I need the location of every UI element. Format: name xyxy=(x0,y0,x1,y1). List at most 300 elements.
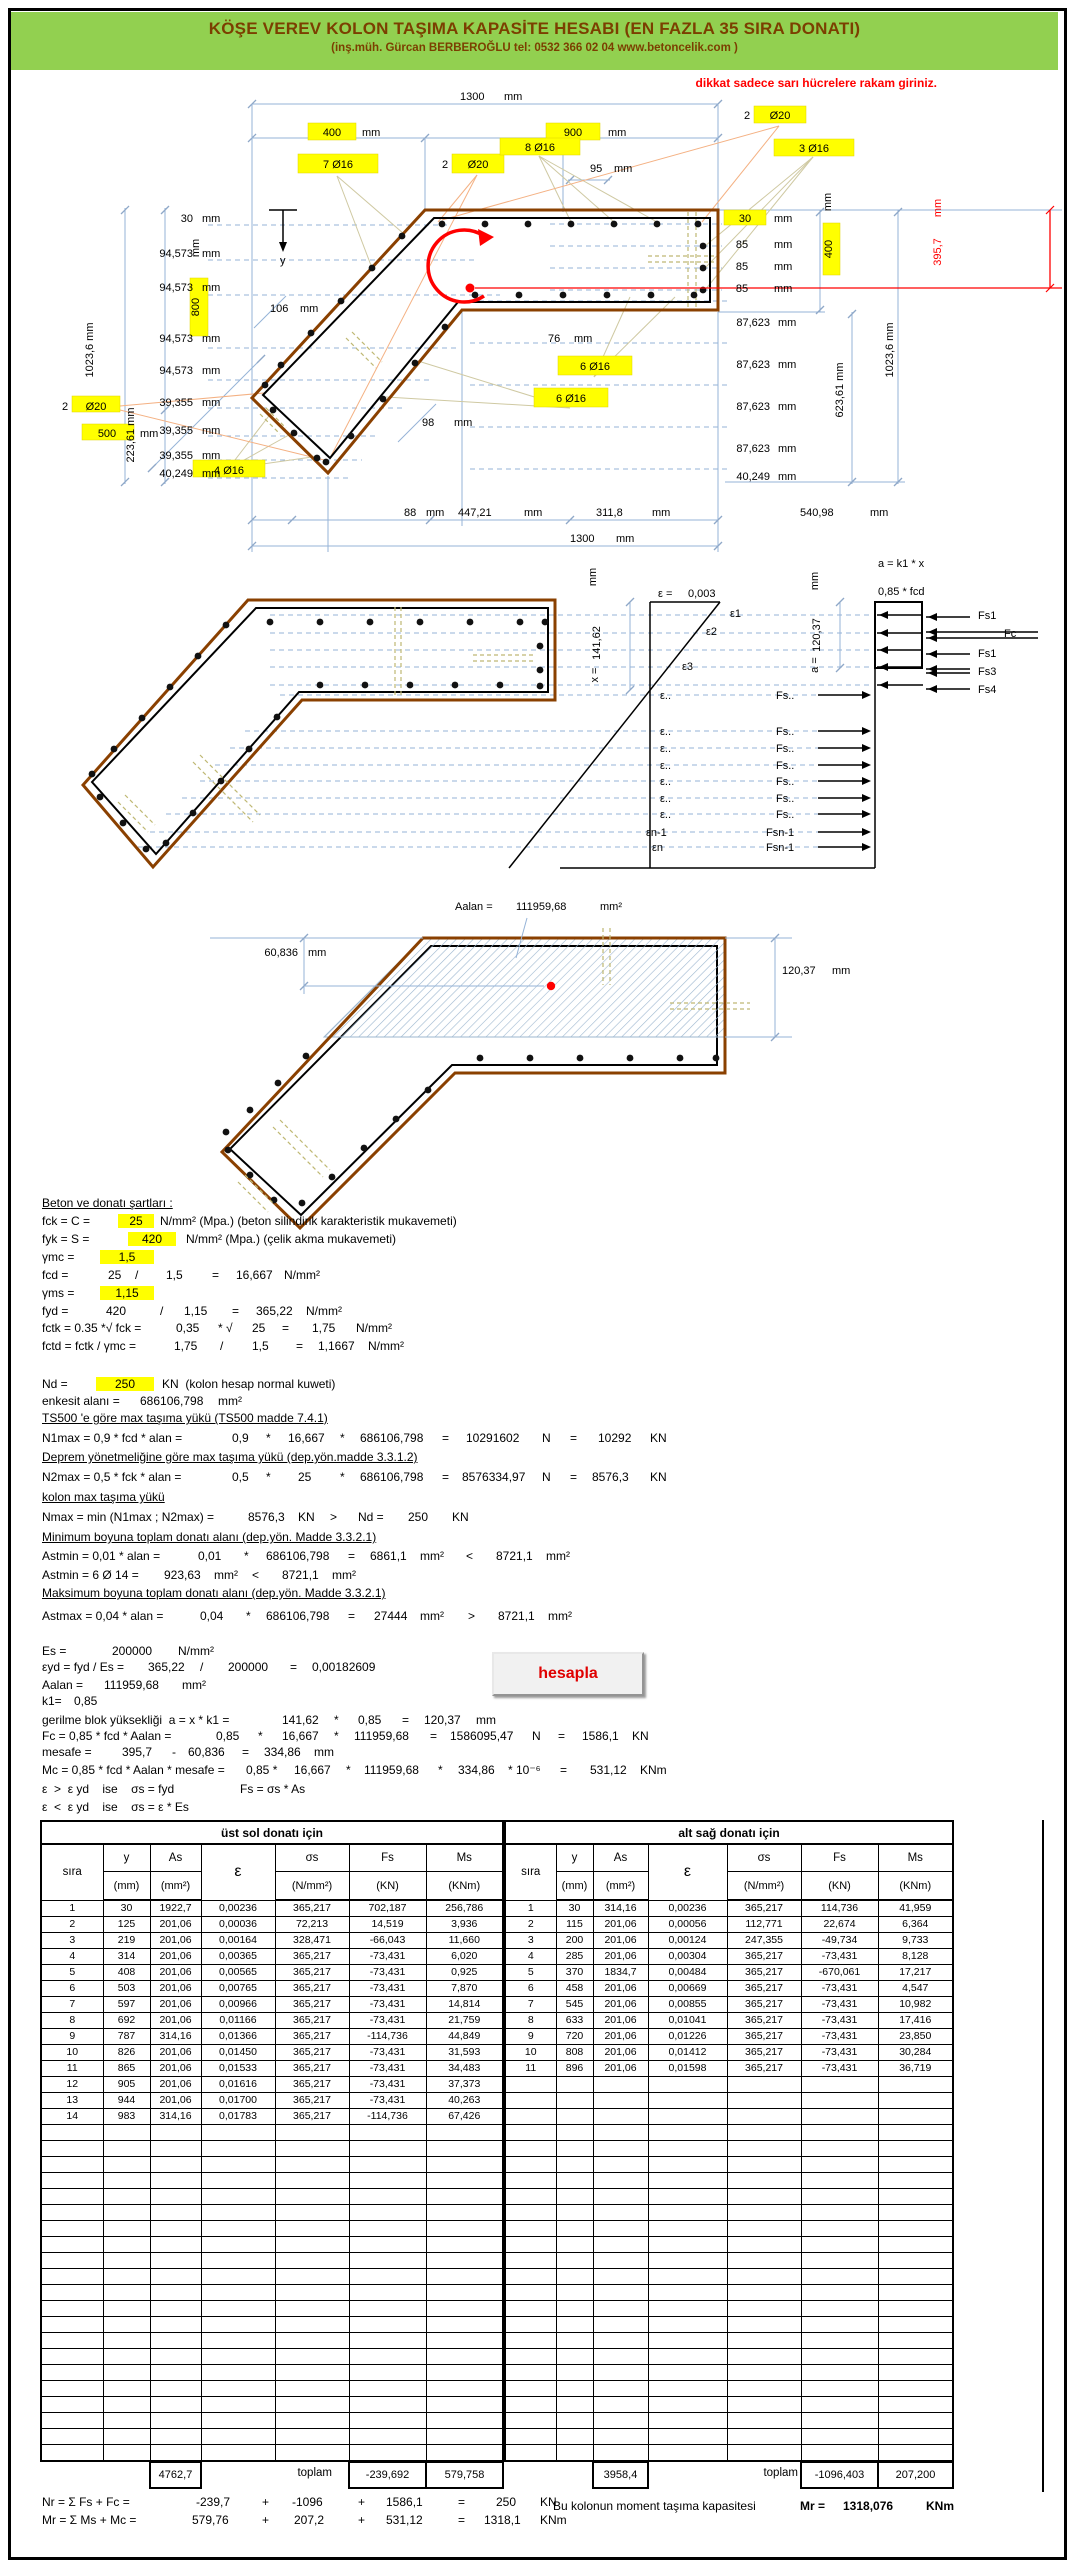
cell: 72,213 xyxy=(275,1917,349,1933)
cell xyxy=(426,2413,503,2429)
calc-text: 686106,798 xyxy=(360,1470,424,1484)
cell xyxy=(648,2077,727,2093)
dim-label: 94,573 xyxy=(159,333,193,345)
input-cell[interactable]: 250 xyxy=(96,1377,154,1391)
dim-label: mm xyxy=(190,238,202,258)
table-row xyxy=(41,1933,503,1949)
cell xyxy=(349,2445,426,2462)
dim-label: εn xyxy=(652,842,664,854)
dim-label: mm xyxy=(587,567,599,587)
rebar-dot xyxy=(677,1055,684,1062)
cell: 201,06 xyxy=(593,2061,648,2077)
cell xyxy=(727,2397,801,2413)
cell: -114,736 xyxy=(349,2109,426,2125)
cell xyxy=(103,2269,150,2285)
calc-text: 395,7 xyxy=(122,1745,153,1759)
cell: 0,00365 xyxy=(201,1949,275,1965)
cell xyxy=(505,2157,556,2173)
cell: 808 xyxy=(556,2045,593,2061)
cell xyxy=(426,2141,503,2157)
cell xyxy=(801,2397,878,2413)
cell xyxy=(275,2221,349,2237)
rebar-dot xyxy=(452,682,459,689)
table-row xyxy=(505,1981,953,1997)
calc-text: 531,12 xyxy=(386,2513,423,2527)
cell xyxy=(801,2381,878,2397)
calc-text: * xyxy=(334,1713,339,1727)
cell: 944 xyxy=(103,2093,150,2109)
cell xyxy=(505,2125,556,2141)
cell xyxy=(349,2141,426,2157)
stress-block xyxy=(875,602,922,668)
rebar-dot xyxy=(167,684,174,691)
cell: 0,00966 xyxy=(201,1997,275,2013)
cell xyxy=(556,2333,593,2349)
cell xyxy=(41,2285,103,2301)
input-cell[interactable]: 25 xyxy=(118,1214,154,1228)
dim-label: 88 xyxy=(404,507,417,519)
cell: -73,431 xyxy=(349,1997,426,2013)
calc-text: / xyxy=(220,1339,224,1353)
calc-text: 1586,1 xyxy=(582,1729,619,1743)
cell xyxy=(801,2333,878,2349)
cell: 17,416 xyxy=(878,2013,953,2029)
dim-label: Fs3 xyxy=(978,666,997,678)
cell xyxy=(593,2173,648,2189)
cell xyxy=(201,2413,275,2429)
cell xyxy=(556,2237,593,2253)
cell xyxy=(426,2237,503,2253)
rebar-dot xyxy=(223,622,230,629)
dim-label: 0,85 * fcd xyxy=(878,586,925,598)
section-outline xyxy=(252,210,718,473)
cell: 11 xyxy=(505,2061,556,2077)
dim-label: mm xyxy=(614,163,633,175)
calc-text: fctk = 0.35 *√ fck = xyxy=(42,1321,142,1335)
calc-text: 207,2 xyxy=(294,2513,325,2527)
cell: 37,373 xyxy=(426,2077,503,2093)
rebar-dot xyxy=(299,1200,306,1207)
rebar-label: Ø20 xyxy=(467,159,489,171)
table-row xyxy=(505,2413,953,2429)
cell xyxy=(593,2221,648,2237)
dim-label: mm xyxy=(524,507,543,519)
cell xyxy=(593,2381,648,2397)
calc-text: KNm xyxy=(926,2499,955,2513)
dim-label: 94,573 xyxy=(159,248,193,260)
dim-label: Fs.. xyxy=(776,776,795,788)
cell: 0,01412 xyxy=(648,2045,727,2061)
rebar-label: Ø20 xyxy=(769,110,791,122)
cell: -73,431 xyxy=(349,2077,426,2093)
cell xyxy=(41,2365,103,2381)
calc-text: > xyxy=(330,1510,338,1524)
cell xyxy=(41,2349,103,2365)
dim-label: 141,62 xyxy=(591,626,603,660)
rebar-dot xyxy=(700,243,707,250)
table-bottom-right-rebar xyxy=(504,1820,954,2462)
cell xyxy=(275,2413,349,2429)
total-label: toplam xyxy=(763,2467,798,2479)
cell xyxy=(801,2317,878,2333)
hesapla-button[interactable]: hesapla xyxy=(492,1652,644,1696)
dim-label: 85 xyxy=(735,283,749,295)
cell xyxy=(150,2333,201,2349)
cell: 36,719 xyxy=(878,2061,953,2077)
cell xyxy=(801,2077,878,2093)
cell: 201,06 xyxy=(150,1997,201,2013)
dim-label: mm xyxy=(202,248,221,260)
dim-label: x = xyxy=(589,667,601,683)
cell xyxy=(878,2349,953,2365)
dim-label: 540,98 xyxy=(800,507,834,519)
dim-label: mm xyxy=(140,428,159,440)
cell xyxy=(648,2317,727,2333)
header-banner xyxy=(11,12,1058,70)
cell xyxy=(593,2333,648,2349)
rebar-dot xyxy=(274,714,281,721)
calc-text: 16,667 xyxy=(282,1729,319,1743)
calc-text: = xyxy=(458,2513,466,2527)
rebar-label: Ø20 xyxy=(85,401,107,413)
cell: 201,06 xyxy=(150,2045,201,2061)
cell xyxy=(349,2189,426,2205)
calc-text: 686106,798 xyxy=(140,1394,204,1408)
dim-label: mm xyxy=(778,317,797,329)
cell xyxy=(593,2125,648,2141)
cell: 67,426 xyxy=(426,2109,503,2125)
cell xyxy=(878,2253,953,2269)
calc-text: * xyxy=(266,1431,271,1445)
cell xyxy=(201,2189,275,2205)
cell xyxy=(878,2429,953,2445)
dim-label: Fs.. xyxy=(776,809,795,821)
table-row xyxy=(505,2301,953,2317)
table-row xyxy=(505,2061,953,2077)
compression-zone xyxy=(324,938,725,1037)
cell: 0,01366 xyxy=(201,2029,275,2045)
dim-label: 76 xyxy=(548,333,561,345)
calc-text: N/mm² xyxy=(306,1304,342,1318)
rebar-dot xyxy=(516,292,523,299)
calc-text: = xyxy=(570,1431,578,1445)
cell: -73,431 xyxy=(801,2061,878,2077)
rebar-dot xyxy=(143,846,150,853)
cell: -73,431 xyxy=(801,2029,878,2045)
cell xyxy=(150,2413,201,2429)
calc-text: Es = xyxy=(42,1644,67,1658)
rebar-label: 7 Ø16 xyxy=(323,159,353,171)
input-cell[interactable]: 1,15 xyxy=(100,1286,154,1300)
cell xyxy=(556,2253,593,2269)
table-row xyxy=(505,2237,953,2253)
cell: 0,01226 xyxy=(648,2029,727,2045)
cell xyxy=(505,2189,556,2205)
calc-text: * √ xyxy=(218,1321,233,1335)
table-row xyxy=(41,2013,503,2029)
table-row xyxy=(41,1997,503,2013)
cell xyxy=(505,2173,556,2189)
cell: 365,217 xyxy=(275,2077,349,2093)
cell xyxy=(801,2269,878,2285)
calc-text: * 10⁻⁶ xyxy=(508,1763,541,1777)
cell xyxy=(727,2173,801,2189)
table-row xyxy=(41,2189,503,2205)
cell xyxy=(103,2189,150,2205)
calc-text: = xyxy=(296,1339,304,1353)
calc-text: 686106,798 xyxy=(360,1431,424,1445)
calc-text: k1= xyxy=(42,1694,62,1708)
rebar-label: 2 xyxy=(744,110,751,122)
col-header: As xyxy=(150,1844,201,1872)
cell: 328,471 xyxy=(275,1933,349,1949)
rebar-dot xyxy=(527,1055,534,1062)
rebar-dot xyxy=(348,433,355,440)
cell: 201,06 xyxy=(593,2045,648,2061)
cell: 1 xyxy=(41,1900,103,1917)
cell xyxy=(727,2429,801,2445)
cell: 22,674 xyxy=(801,1917,878,1933)
cell xyxy=(426,2285,503,2301)
calc-text: 0,5 xyxy=(232,1470,249,1484)
cell xyxy=(275,2397,349,2413)
dim-label: Fs.. xyxy=(776,690,795,702)
cell: -73,431 xyxy=(349,1965,426,1981)
rebar-dot xyxy=(89,771,96,778)
cell xyxy=(275,2381,349,2397)
calc-text: N2max = 0,5 * fck * alan = xyxy=(42,1470,182,1484)
cell xyxy=(201,2285,275,2301)
cell xyxy=(801,2413,878,2429)
dim-label: ε.. xyxy=(660,776,672,788)
cell xyxy=(201,2429,275,2445)
calc-text: Mr = xyxy=(800,2499,826,2513)
cell xyxy=(201,2173,275,2189)
cell: 0,00236 xyxy=(648,1900,727,1917)
dim-label: mm xyxy=(778,401,797,413)
cell: 5 xyxy=(41,1965,103,1981)
cell xyxy=(648,2205,727,2221)
rebar-dot xyxy=(517,619,524,626)
input-cell[interactable]: 1,5 xyxy=(100,1250,154,1264)
dim-label: mm xyxy=(774,283,793,295)
cell: 365,217 xyxy=(727,1900,801,1917)
cell xyxy=(593,2205,648,2221)
cell: 314 xyxy=(103,1949,150,1965)
rebar-dot xyxy=(120,820,127,827)
cell: 0,01041 xyxy=(648,2013,727,2029)
rebar-dot xyxy=(537,667,544,674)
cell: 114,736 xyxy=(801,1900,878,1917)
cell xyxy=(349,2333,426,2349)
cell xyxy=(41,2221,103,2237)
calc-text: 1,5 xyxy=(166,1268,183,1282)
calc-text: mm² xyxy=(420,1549,444,1563)
cell xyxy=(275,2157,349,2173)
cell: 14 xyxy=(41,2109,103,2125)
cell xyxy=(801,2365,878,2381)
cell xyxy=(349,2285,426,2301)
table-row xyxy=(505,2285,953,2301)
dim-label: 1300 xyxy=(570,533,595,545)
cell: 0,00855 xyxy=(648,1997,727,2013)
cell xyxy=(41,2301,103,2317)
calc-text: ε > ε yd ise σs = fyd xyxy=(42,1782,175,1796)
calc-text: 16,667 xyxy=(236,1268,273,1282)
table-row xyxy=(505,1997,953,2013)
col-header-unit: (mm²) xyxy=(593,1872,648,1901)
rebar-dot xyxy=(323,459,330,466)
total-as: 3958,4 xyxy=(592,2461,649,2489)
cell xyxy=(801,2093,878,2109)
calc-text: 0,35 xyxy=(176,1321,200,1335)
cell: 14,519 xyxy=(349,1917,426,1933)
cell xyxy=(103,2365,150,2381)
cell xyxy=(275,2333,349,2349)
table-row xyxy=(505,1949,953,1965)
cell xyxy=(349,2317,426,2333)
compression-area-diagram xyxy=(30,890,1040,1230)
dim-label: mm xyxy=(778,471,797,483)
cell xyxy=(349,2205,426,2221)
calc-text: mm² xyxy=(182,1678,206,1692)
calc-text: * xyxy=(340,1470,345,1484)
cell xyxy=(349,2429,426,2445)
cell xyxy=(727,2285,801,2301)
cell xyxy=(275,2365,349,2381)
cell xyxy=(648,2429,727,2445)
cell xyxy=(201,2397,275,2413)
calc-text: N xyxy=(542,1470,551,1484)
rebar-dot xyxy=(195,653,202,660)
cell xyxy=(103,2349,150,2365)
cell xyxy=(505,2365,556,2381)
cell xyxy=(41,2397,103,2413)
calc-text: = xyxy=(458,2495,466,2509)
cell: 201,06 xyxy=(150,2013,201,2029)
cell xyxy=(41,2205,103,2221)
cell xyxy=(150,2125,201,2141)
calc-text: 8721,1 xyxy=(498,1609,535,1623)
rebar-dot xyxy=(412,360,419,367)
cell: 365,217 xyxy=(727,1949,801,1965)
cell xyxy=(103,2253,150,2269)
cell: 3,936 xyxy=(426,1917,503,1933)
cell xyxy=(103,2157,150,2173)
calc-text: 25 xyxy=(108,1268,122,1282)
cell xyxy=(727,2317,801,2333)
calc-text: mm² xyxy=(548,1609,572,1623)
cell xyxy=(505,2285,556,2301)
calc-text: Deprem yönetmeliğine göre max taşıma yükü (dep.yön.madde 3.3.1.2) xyxy=(42,1450,418,1464)
calc-text: = xyxy=(348,1549,356,1563)
cell xyxy=(801,2237,878,2253)
cell: -66,043 xyxy=(349,1933,426,1949)
cell xyxy=(727,2269,801,2285)
calc-text: = xyxy=(442,1470,450,1484)
dim-label: ε.. xyxy=(660,743,672,755)
cell xyxy=(426,2125,503,2141)
cell xyxy=(801,2445,878,2462)
calc-text: 0,85 xyxy=(358,1713,382,1727)
calc-text: 0,9 xyxy=(232,1431,249,1445)
rebar-label: 6 Ø16 xyxy=(580,361,610,373)
cell xyxy=(648,2093,727,2109)
calc-text: 531,12 xyxy=(590,1763,627,1777)
calc-text: mm xyxy=(476,1713,496,1727)
table-row xyxy=(41,2285,503,2301)
table-row xyxy=(505,1965,953,1981)
rebar-dot xyxy=(425,1087,432,1094)
rebar-label: 2 xyxy=(442,159,449,171)
dim-label: mm xyxy=(608,127,627,139)
cell xyxy=(556,2093,593,2109)
table-right-border xyxy=(1042,1820,1044,2492)
cell xyxy=(201,2237,275,2253)
calc-text: 1318,1 xyxy=(484,2513,521,2527)
cell: 201,06 xyxy=(593,1917,648,1933)
rebar-dot xyxy=(218,778,225,785)
dim-label: mm xyxy=(426,507,445,519)
cell xyxy=(648,2189,727,2205)
cell xyxy=(727,2077,801,2093)
rebar-dot xyxy=(537,643,544,650)
cell xyxy=(150,2365,201,2381)
calc-text: Nr = Σ Fs + Fc = xyxy=(42,2495,130,2509)
cell xyxy=(556,2365,593,2381)
rebar-label: 3 Ø16 xyxy=(799,143,829,155)
cell: -670,061 xyxy=(801,1965,878,1981)
col-header: As xyxy=(593,1844,648,1872)
dim-label: Fc xyxy=(1004,628,1017,640)
cell xyxy=(556,2349,593,2365)
calc-text: < xyxy=(252,1568,260,1582)
table-row xyxy=(505,2205,953,2221)
cell: 8 xyxy=(505,2013,556,2029)
cell xyxy=(349,2253,426,2269)
cell xyxy=(275,2285,349,2301)
dim-label: 87,623 xyxy=(736,401,770,413)
rebar-dot xyxy=(139,715,146,722)
table-row xyxy=(505,2093,953,2109)
dim-label: mm xyxy=(774,213,793,225)
dim-label: 800 xyxy=(190,297,202,317)
cell: 10,982 xyxy=(878,1997,953,2013)
cell xyxy=(41,2429,103,2445)
cell xyxy=(556,2173,593,2189)
cell: 200 xyxy=(556,1933,593,1949)
cell xyxy=(727,2109,801,2125)
dim-label: y xyxy=(280,255,286,267)
input-cell[interactable]: 420 xyxy=(128,1232,176,1246)
calc-text: gerilme blok yüksekliği a = x * k1 = xyxy=(42,1713,230,1727)
cell xyxy=(150,2381,201,2397)
total-ms: 579,758 xyxy=(425,2461,504,2489)
cell xyxy=(505,2269,556,2285)
cell xyxy=(593,2285,648,2301)
calc-text: fyk = S = xyxy=(42,1232,90,1246)
dim-label: mm xyxy=(202,365,221,377)
cell xyxy=(505,2301,556,2317)
cell xyxy=(275,2429,349,2445)
cell: 30 xyxy=(103,1900,150,1917)
dim-label: 900 xyxy=(563,127,583,139)
cell: 365,217 xyxy=(275,2061,349,2077)
cell xyxy=(103,2173,150,2189)
dim-label: 120,37 xyxy=(782,965,816,977)
calc-text: = xyxy=(558,1729,566,1743)
cell xyxy=(426,2333,503,2349)
